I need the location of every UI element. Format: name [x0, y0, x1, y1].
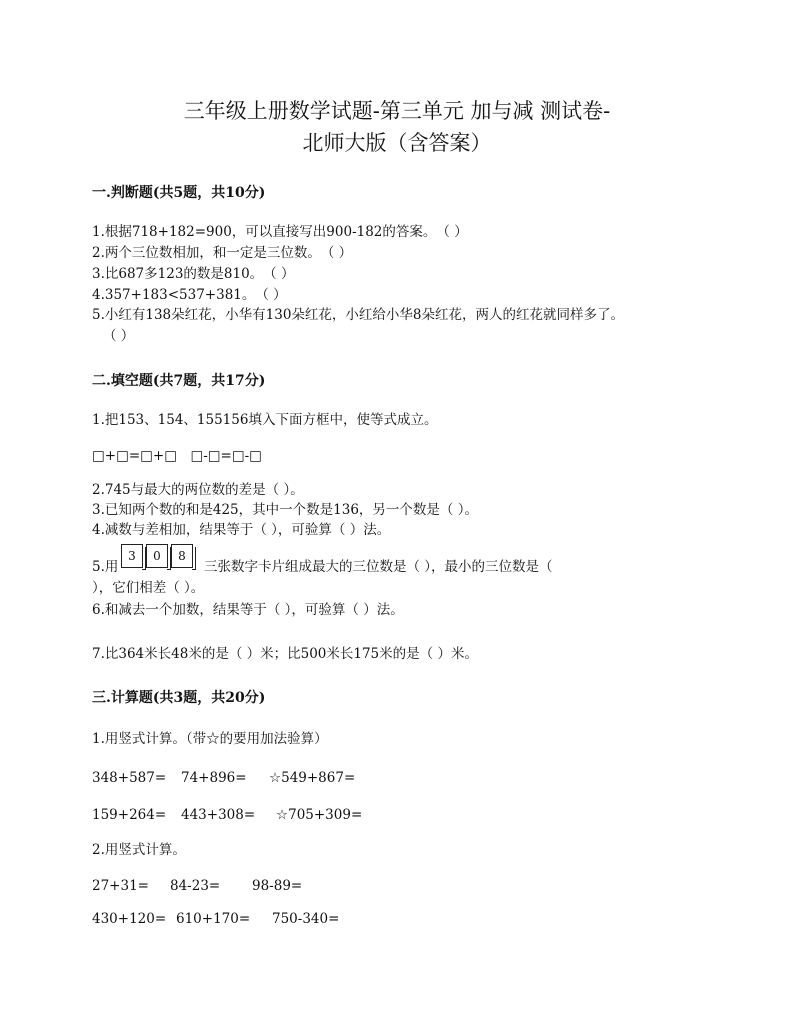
section-heading-judge: 一.判断题(共5题，共10分) [92, 185, 266, 201]
calc-item: 27+31= [92, 878, 149, 894]
fill-question-5-line2: ），它们相差（ ）。 [92, 580, 205, 596]
calc-question-1: 1.用竖式计算。（带☆的要用加法验算） [92, 731, 328, 747]
calc-item: ☆705+309= [276, 807, 363, 823]
judge-question-2: 2.两个三位数相加，和一定是三位数。 （ ） [92, 245, 353, 261]
calc-item: ☆549+867= [269, 770, 356, 786]
calc-item: 430+120= [92, 911, 167, 927]
section-heading-fill: 二.填空题(共7题，共17分) [92, 373, 266, 389]
fill-question-6: 6.和减去一个加数，结果等于（ ），可验算（ ）法。 [92, 602, 404, 618]
calc-item: 443+308= [181, 807, 256, 823]
fill-question-5: 三张数字卡片组成最大的三位数是（ ），最小的三位数是（ [204, 559, 553, 575]
calc-item: 98-89= [252, 878, 303, 894]
calc-item: 750-340= [272, 911, 340, 927]
number-cards [121, 544, 193, 568]
judge-question-1: 1.根据718+182=900，可以直接写出900-182的答案。 （ ） [92, 224, 468, 240]
calc-item: 159+264= [92, 807, 167, 823]
calc-item: 74+896= [181, 770, 247, 786]
fill-question-4: 4.减数与差相加，结果等于（ ），可验算（ ）法。 [92, 522, 391, 538]
fill-question-5-prefix: 5.用 [92, 559, 119, 575]
number-card: 8 [171, 544, 193, 568]
section-heading-calc: 三.计算题(共3题，共20分) [92, 690, 266, 706]
judge-question-5: 5.小红有138朵红花，小华有130朵红花，小红给小华8朵红花，两人的红花就同样多了。 [92, 307, 625, 323]
fill-question-3: 3.已知两个数的和是425，其中一个数是136，另一个数是（ ）。 [92, 502, 478, 518]
fill-question-1: 1.把153、154、155156填入下面方框中，使等式成立。 [92, 412, 438, 428]
page-title-line2: 北师大版（含答案） [302, 131, 492, 155]
judge-question-5-bracket: （ ） [103, 328, 135, 344]
judge-question-4: 4.357+183<537+381。 （ ） [92, 287, 287, 303]
fill-question-2: 2.745与最大的两位数的差是（ ）。 [92, 482, 304, 498]
calc-question-2: 2.用竖式计算。 [92, 842, 186, 858]
fill-box-equations: □+□=□+□ □-□=□-□ [92, 448, 262, 464]
judge-question-3: 3.比687多123的数是810。 （ ） [92, 266, 295, 282]
calc-item: 84-23= [170, 878, 221, 894]
calc-item: 610+170= [176, 911, 251, 927]
calc-item: 348+587= [92, 770, 167, 786]
fill-question-7: 7.比364米长48米的是（ ）米；比500米长175米的是（ ）米。 [92, 646, 478, 662]
number-card: 0 [146, 544, 168, 568]
number-card: 3 [121, 544, 143, 568]
page-title-line1: 三年级上册数学试题-第三单元 加与减 测试卷- [183, 99, 611, 123]
